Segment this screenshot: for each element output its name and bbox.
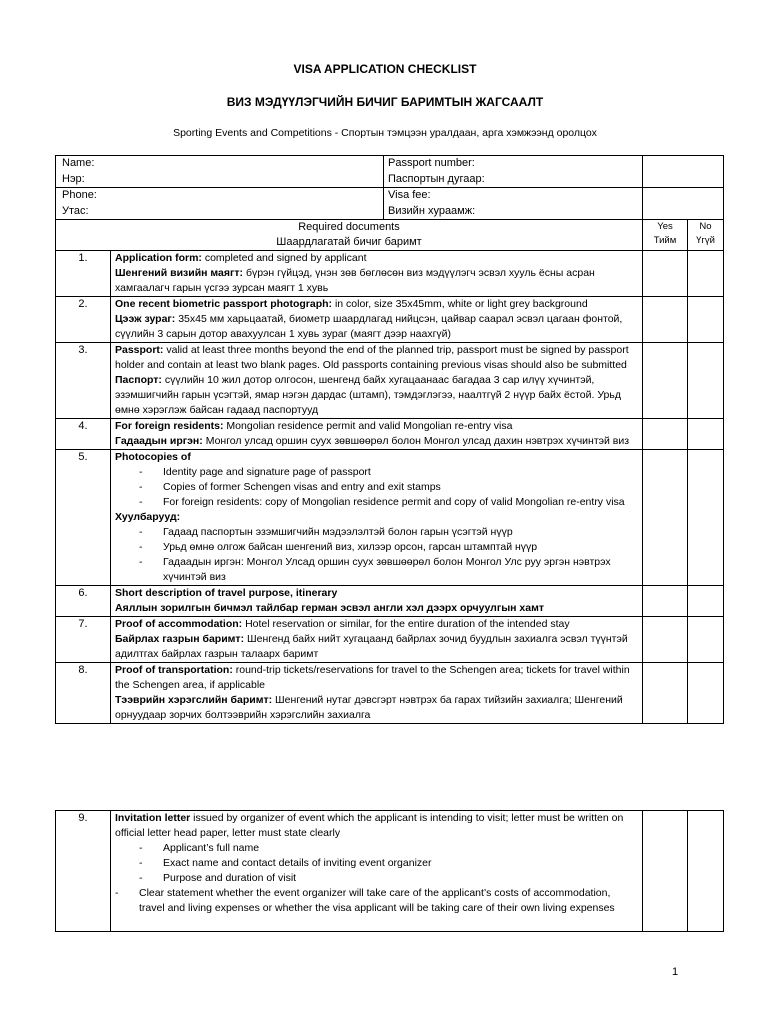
- item-number: 7.: [56, 617, 111, 663]
- yes-checkbox-cell[interactable]: [643, 586, 688, 617]
- item-description: Proof of transportation: round-trip tickets/reservations for travel to the Schengen area; tickets for travel within the Schengen area, if applicable Тээврийн хэрэгслийн баримт: Шенгений нутаг дэвсгэрт нэвтрэх ба гарах тийзийн захиалга; Шенгений орнуудаар зорчих болтээврийн хэрэгслийн захиалга: [111, 663, 643, 724]
- checklist-table: [55, 155, 724, 724]
- no-checkbox-cell[interactable]: [688, 297, 724, 343]
- yes-column-header: Yes Тийм: [643, 220, 688, 251]
- no-checkbox-cell[interactable]: [688, 586, 724, 617]
- phone-label-mn: Утас:: [62, 204, 89, 217]
- item-description: Photocopies of - Identity page and signature page of passport - Copies of former Schengen visas and entry and exit stamps - For foreign residents: copy of Mongolian residence permit and copy of valid Mongolian re-entry visa Хуулбарууд: - Гадаад паспортын эзэмшигчийн мэдээлэлтэй болон гарын үсэгтэй нүүр - Урьд өмнө олгож байсан шенгений виз, хилээр орсон, гарсан штамптай нүүр - Гадаадын иргэн: Монгол Улсад оршин суух зөвшөөрөл болон Монгол Улс руу эргэн нэвтрэх хүчинтэй виз: [111, 450, 643, 586]
- checklist-row: [56, 586, 724, 617]
- item-description: Invitation letter issued by organizer of event which the applicant is intending to visit; letter must be written on official letter head paper, letter must state clearly - Applicant’s full name - Exact name and contact details of inviting event organizer - Purpose and duration of visit - Clear statement whether the event organizer will take care of the applicant’s costs of accommodation, travel and living expenses or whether the visa applicant will be taking care of their own living expenses: [111, 811, 643, 932]
- name-label-mn: Нэр:: [62, 172, 85, 185]
- checklist-row: [56, 450, 724, 586]
- no-checkbox-cell[interactable]: [688, 450, 724, 586]
- phone-label: Phone:: [62, 189, 97, 201]
- no-checkbox-cell[interactable]: [688, 343, 724, 419]
- item-description: Short description of travel purpose, itinerary Аяллын зорилгын бичмэл тайлбар герман эсвэл англи хэл дээрх орчуулгын хамт: [111, 586, 643, 617]
- phone-cell: [56, 188, 643, 220]
- photocopies-list-mn: [115, 525, 638, 585]
- list-item: - Identity page and signature page of passport: [163, 465, 638, 480]
- list-item: - Урьд өмнө олгож байсан шенгений виз, хилээр орсон, гарсан штамптай нүүр: [163, 540, 638, 555]
- photocopies-list: [115, 465, 638, 510]
- item-description: Application form: completed and signed by applicant Шенгений визийн маягт: бүрэн гүйцэд, үнэн зөв бөглөсөн виз мэдүүлэгч эсвэл хууль ёсны асран хамгаалагч гарын үсгээ зурсан маягт 1 хувь: [111, 251, 643, 297]
- passport-number-label-mn: Паспортын дугаар:: [388, 172, 485, 185]
- document-subtitle: Sporting Events and Competitions - Спортын тэмцээн уралдаан, арга хэмжээнд оролцох: [173, 127, 597, 139]
- checklist-row: [56, 297, 724, 343]
- column-header-row: [56, 220, 724, 251]
- checklist-row: [56, 617, 724, 663]
- item-description: One recent biometric passport photograph: in color, size 35x45mm, white or light grey background Цээж зураг: 35x45 мм харьцаатай, биометр шаардлагад нийцсэн, цайвар саарал эсвэл цагаан фонтой, сүүлийн 3 сарын дотор авахуулсан 1 хувь зураг (маягт дээр наахгүй): [111, 297, 643, 343]
- yes-checkbox-cell[interactable]: [643, 450, 688, 586]
- yes-checkbox-cell[interactable]: [643, 297, 688, 343]
- invitation-requirements-list: [115, 841, 638, 886]
- checklist-table-continued: [55, 810, 724, 932]
- checklist-row: [56, 251, 724, 297]
- applicant-row-2: [56, 188, 724, 220]
- yes-checkbox-cell[interactable]: [643, 343, 688, 419]
- item-number: 5.: [56, 450, 111, 586]
- yes-checkbox-cell[interactable]: [643, 617, 688, 663]
- blank-cell: [643, 156, 724, 188]
- no-checkbox-cell[interactable]: [688, 663, 724, 724]
- checklist-row: [56, 663, 724, 724]
- checklist-row: [56, 419, 724, 450]
- item-number: 1.: [56, 251, 111, 297]
- document-title-mn: ВИЗ МЭДҮҮЛЭГЧИЙН БИЧИГ БАРИМТЫН ЖАГСААЛТ: [226, 95, 544, 109]
- list-item: - Purpose and duration of visit: [163, 871, 638, 886]
- yes-checkbox-cell[interactable]: [643, 811, 688, 932]
- yes-checkbox-cell[interactable]: [643, 251, 688, 297]
- checklist-row: [56, 811, 724, 932]
- blank-cell: [643, 188, 724, 220]
- visa-fee-label-mn: Визийн хураамж:: [388, 204, 476, 217]
- item-description: For foreign residents: Mongolian residence permit and valid Mongolian re-entry visa Гадаадын иргэн: Монгол улсад оршин суух зөвшөөрөл болон Монгол улсад дахин нэвтрэх хүчинтэй виз: [111, 419, 643, 450]
- no-checkbox-cell[interactable]: [688, 251, 724, 297]
- item-number: 9.: [56, 811, 111, 932]
- no-checkbox-cell[interactable]: [688, 811, 724, 932]
- item-number: 8.: [56, 663, 111, 724]
- list-item: - Applicant’s full name: [163, 841, 638, 856]
- checklist-row: [56, 343, 724, 419]
- no-checkbox-cell[interactable]: [688, 617, 724, 663]
- yes-checkbox-cell[interactable]: [643, 419, 688, 450]
- list-item: - For foreign residents: copy of Mongolian residence permit and copy of valid Mongolian re-entry visa: [163, 495, 638, 510]
- list-item: - Copies of former Schengen visas and entry and exit stamps: [163, 480, 638, 495]
- document-title: VISA APPLICATION CHECKLIST: [293, 62, 477, 76]
- list-item: - Exact name and contact details of inviting event organizer: [163, 856, 638, 871]
- visa-fee-label: Visa fee:: [388, 189, 431, 201]
- item-description: Passport: valid at least three months beyond the end of the planned trip, passport must be signed by passport holder and contain at least two blank pages. Old passports containing previous visas should also be submitted Паспорт: сүүлийн 10 жил дотор олгосон, шенгенд байх хугацаанаас багадаа 3 сар илүү хүчинтэй, эзэмшигчийн гарын үсэгтэй, ямар нэгэн дардас (штамп), тэмдэглэгээ, наалтгүй 2 нүүр байх ёстой. Урьд өмнө хэрэглэж байсан гадаад паспортууд: [111, 343, 643, 419]
- list-item: - Clear statement whether the event organizer will take care of the applicant’s costs of accommodation, travel and living expenses or whether the visa applicant will be taking care of their own living expenses: [139, 886, 638, 916]
- name-label: Name:: [62, 157, 95, 169]
- item-number: 4.: [56, 419, 111, 450]
- item-number: 6.: [56, 586, 111, 617]
- name-cell: [56, 156, 643, 188]
- page-number: 1: [672, 966, 679, 978]
- yes-checkbox-cell[interactable]: [643, 663, 688, 724]
- passport-number-label: Passport number:: [388, 157, 475, 169]
- item-number: 2.: [56, 297, 111, 343]
- required-documents-header: Required documents Шаардлагатай бичиг баримт: [56, 220, 643, 251]
- no-column-header: No Үгүй: [688, 220, 724, 251]
- no-checkbox-cell[interactable]: [688, 419, 724, 450]
- item-number: 3.: [56, 343, 111, 419]
- invitation-statement-list: [115, 886, 638, 916]
- list-item: - Гадаадын иргэн: Монгол Улсад оршин суух зөвшөөрөл болон Монгол Улс руу эргэн нэвтрэх хүчинтэй виз: [163, 555, 638, 585]
- applicant-row-1: [56, 156, 724, 188]
- item-description: Proof of accommodation: Hotel reservation or similar, for the entire duration of the intended stay Байрлах газрын баримт: Шенгенд байх нийт хугацаанд байрлах зочид буудлын захиалга эсвэл түүнтэй адилтгах байрлах газрын талаарх баримт: [111, 617, 643, 663]
- list-item: - Гадаад паспортын эзэмшигчийн мэдээлэлтэй болон гарын үсэгтэй нүүр: [163, 525, 638, 540]
